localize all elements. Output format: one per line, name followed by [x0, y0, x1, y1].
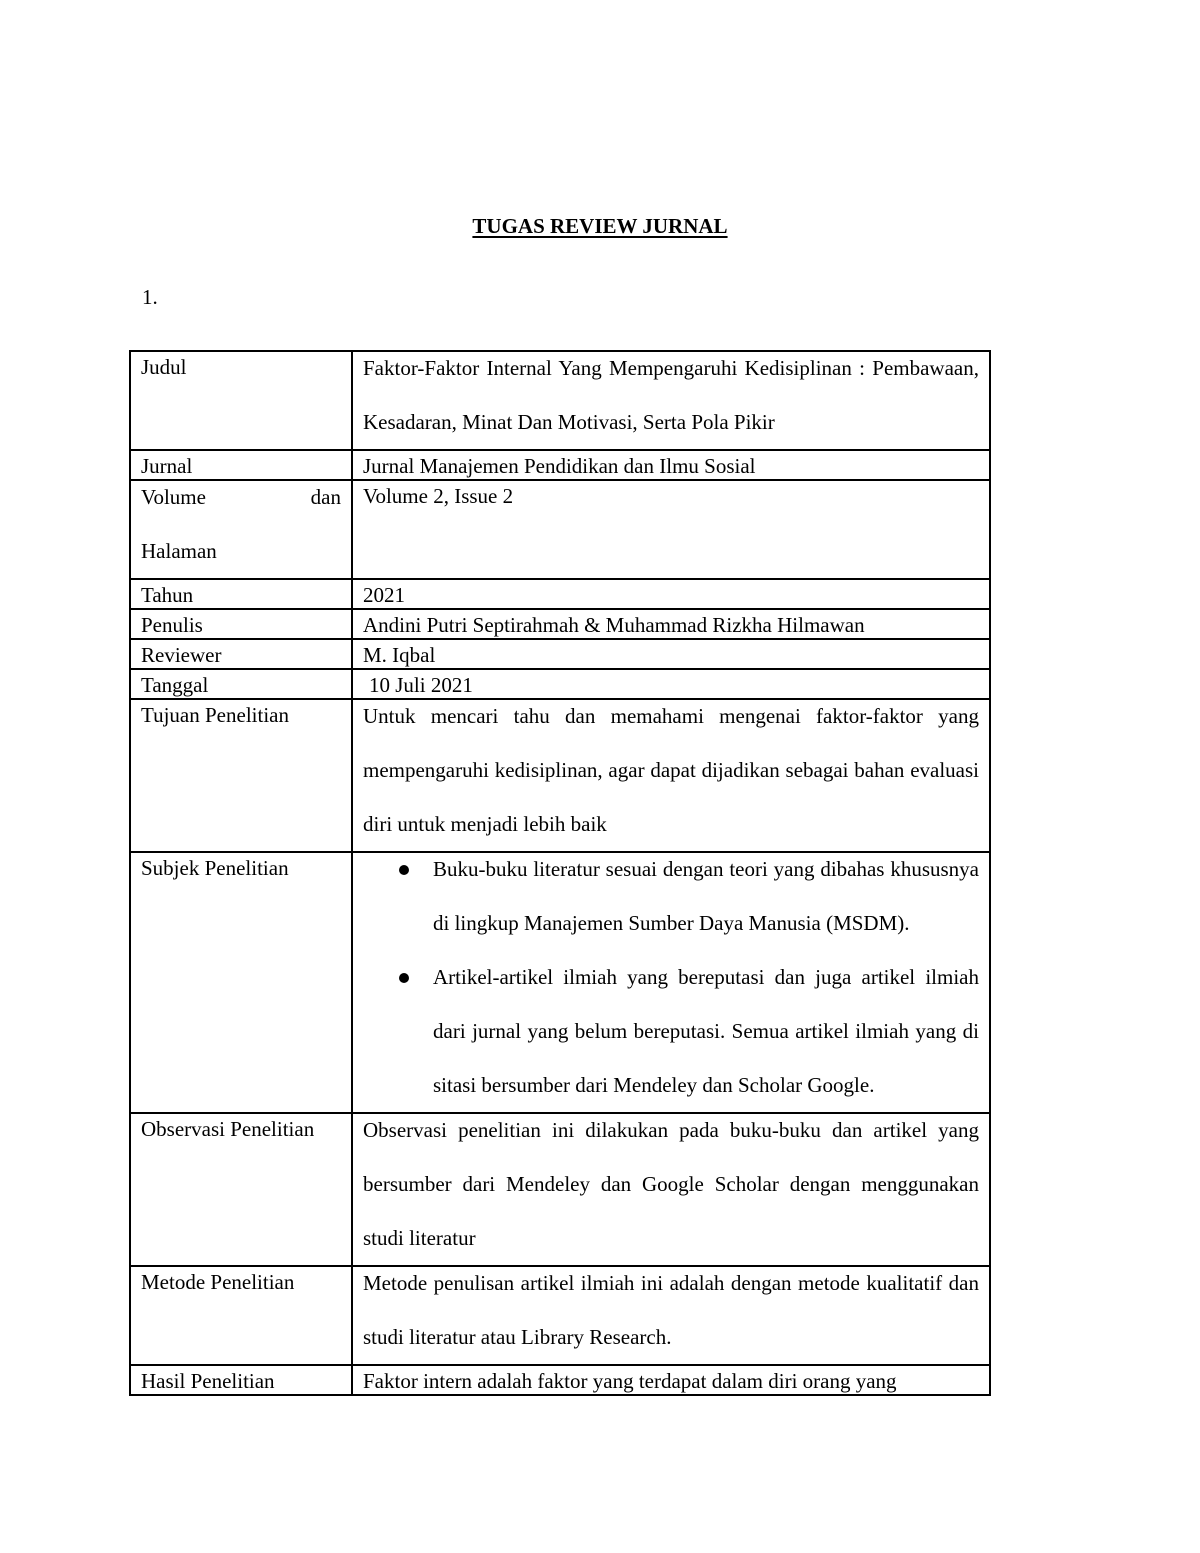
- value-observasi: [352, 1113, 990, 1266]
- label-reviewer: Reviewer: [130, 639, 352, 669]
- table-row-penulis: [130, 609, 990, 639]
- value-judul: [352, 351, 990, 450]
- subjek-item-text: Buku-buku literatur sesuai dengan teori yang dibahas khususnya di lingkup Manajemen Sumber Daya Manusia (MSDM).: [433, 857, 979, 935]
- value-reviewer: M. Iqbal: [352, 639, 990, 669]
- table-row-reviewer: [130, 639, 990, 669]
- tanggal-text: 10 Juli 2021: [369, 673, 473, 697]
- document-title: TUGAS REVIEW JURNAL: [472, 214, 728, 238]
- judul-text: Faktor-Faktor Internal Yang Mempengaruhi Kedisiplinan : Pembawaan, Kesadaran, Minat Dan Motivasi, Serta Pola Pikir: [363, 356, 979, 434]
- subjek-list: [363, 842, 979, 1112]
- label-volume-word: Volume: [141, 485, 206, 509]
- label-penulis: Penulis: [130, 609, 352, 639]
- table-row-judul: [130, 351, 990, 450]
- table-row-observasi: [130, 1113, 990, 1266]
- value-subjek: [352, 852, 990, 1113]
- label-observasi: Observasi Penelitian: [130, 1113, 352, 1266]
- bullet-icon: [399, 865, 409, 875]
- value-metode: [352, 1266, 990, 1365]
- label-tahun: Tahun: [130, 579, 352, 609]
- label-metode: Metode Penelitian: [130, 1266, 352, 1365]
- label-hasil: Hasil Penelitian: [130, 1365, 352, 1395]
- tujuan-text: Untuk mencari tahu dan memahami mengenai faktor-faktor yang mempengaruhi kedisiplinan, agar dapat dijadikan sebagai bahan evaluasi diri untuk menjadi lebih baik: [363, 704, 979, 836]
- label-tujuan: Tujuan Penelitian: [130, 699, 352, 852]
- label-halaman-word: Halaman: [141, 539, 217, 563]
- value-volume: [352, 480, 990, 579]
- list-item: [363, 950, 979, 1112]
- value-tahun: 2021: [352, 579, 990, 609]
- value-tujuan: [352, 699, 990, 852]
- table-row-volume: [130, 480, 990, 579]
- table-row-hasil: [130, 1365, 990, 1395]
- subjek-item-text: Artikel-artikel ilmiah yang bereputasi dan juga artikel ilmiah dari jurnal yang belum bereputasi. Semua artikel ilmiah yang di sitasi bersumber dari Mendeley dan Scholar Google.: [433, 965, 979, 1097]
- table-row-metode: [130, 1266, 990, 1365]
- list-item: [363, 842, 979, 950]
- table-row-subjek: [130, 852, 990, 1113]
- label-jurnal: Jurnal: [130, 450, 352, 480]
- label-subjek: Subjek Penelitian: [130, 852, 352, 1113]
- metode-text: Metode penulisan artikel ilmiah ini adalah dengan metode kualitatif dan studi literatur atau Library Research.: [363, 1271, 979, 1349]
- value-jurnal: Jurnal Manajemen Pendidikan dan Ilmu Sosial: [352, 450, 990, 480]
- volume-text: Volume 2, Issue 2: [363, 484, 514, 508]
- label-tanggal: Tanggal: [130, 669, 352, 699]
- label-dan-word: dan: [310, 485, 341, 509]
- observasi-text: Observasi penelitian ini dilakukan pada buku-buku dan artikel yang bersumber dari Mendeley dan Google Scholar dengan menggunakan studi literatur: [363, 1118, 979, 1250]
- item-number: 1.: [142, 285, 158, 309]
- value-penulis: Andini Putri Septirahmah & Muhammad Rizkha Hilmawan: [352, 609, 990, 639]
- review-table: [129, 350, 991, 1396]
- label-judul: Judul: [130, 351, 352, 450]
- table-row-tujuan: [130, 699, 990, 852]
- bullet-icon: [399, 973, 409, 983]
- value-hasil: Faktor intern adalah faktor yang terdapat dalam diri orang yang: [352, 1365, 990, 1395]
- table-row-tahun: [130, 579, 990, 609]
- label-volume: [130, 480, 352, 579]
